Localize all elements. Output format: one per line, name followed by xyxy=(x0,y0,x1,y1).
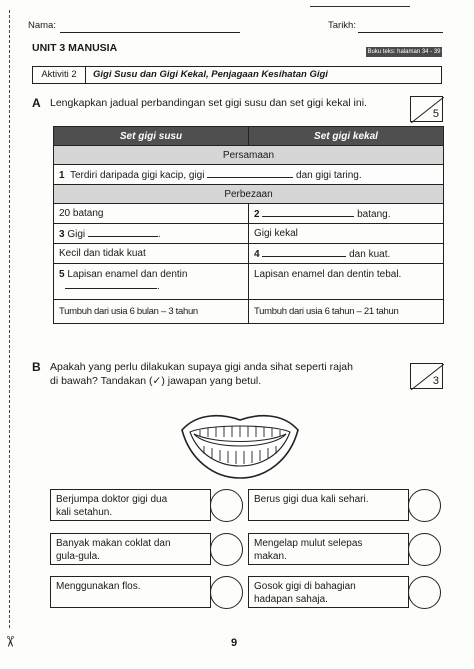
q5-number: 5 xyxy=(59,269,65,280)
choice-1-line1: Berjumpa doktor gigi dua xyxy=(56,494,168,505)
choice-1-line2: kali setahun. xyxy=(56,507,113,518)
q5-text-after: . xyxy=(157,281,160,292)
choice-6 xyxy=(248,576,441,608)
choice-4-line2: makan. xyxy=(254,551,287,562)
tarikh-label: Tarikh: xyxy=(328,20,356,31)
row4-right: Lapisan enamel dan dentin tebal. xyxy=(249,264,444,300)
choice-3-tick-circle[interactable] xyxy=(210,533,243,566)
q4-text-after: dan kuat. xyxy=(349,248,391,260)
choice-4 xyxy=(248,533,441,565)
unit-title: UNIT 3 MANUSIA xyxy=(32,42,118,54)
header-gigi-susu: Set gigi susu xyxy=(54,127,249,146)
q2-text-after: batang. xyxy=(357,208,391,220)
activity-title: Gigi Susu dan Gigi Kekal, Penjagaan Kesihatan Gigi xyxy=(93,69,328,80)
q5-text-before: Lapisan enamel dan dentin xyxy=(67,269,188,280)
row4-left xyxy=(54,264,249,300)
row2-right: Gigi kekal xyxy=(249,224,444,244)
choice-1 xyxy=(50,489,243,521)
choice-5-line1: Menggunakan flos. xyxy=(56,581,141,592)
row1-left: 20 batang xyxy=(54,204,249,224)
choice-3-line2: gula-gula. xyxy=(56,551,100,562)
q2-blank[interactable] xyxy=(262,208,354,217)
choice-3 xyxy=(50,533,243,565)
section-b-instruction-line2: di bawah? Tandakan (✓) jawapan yang betul. xyxy=(50,375,262,387)
choice-6-tick-circle[interactable] xyxy=(408,576,441,609)
q1-blank[interactable] xyxy=(207,169,293,178)
section-b-instruction-line1: Apakah yang perlu dilakukan supaya gigi anda sihat seperti rajah xyxy=(50,361,353,373)
section-b-marks: 3 xyxy=(432,375,439,387)
q2-number: 2 xyxy=(254,208,260,220)
choice-1-text-box xyxy=(50,489,211,521)
choice-2-tick-circle[interactable] xyxy=(408,489,441,522)
choice-4-text-box xyxy=(248,533,409,565)
smiling-mouth-icon xyxy=(178,408,302,482)
choice-5-text-box xyxy=(50,576,211,608)
row3-left: Kecil dan tidak kuat xyxy=(54,244,249,264)
section-b-markbox xyxy=(410,363,443,389)
activity-number: Aktiviti 2 xyxy=(33,67,86,83)
page-number: 9 xyxy=(231,637,238,649)
row3-right xyxy=(249,244,444,264)
choice-2-line1: Berus gigi dua kali sehari. xyxy=(254,494,369,505)
perbezaan-heading: Perbezaan xyxy=(54,185,444,204)
q4-blank[interactable] xyxy=(262,248,346,257)
choice-2-text-box xyxy=(248,489,409,521)
section-a-markbox xyxy=(410,96,443,122)
tarikh-field[interactable] xyxy=(358,32,443,33)
mark-slash-icon xyxy=(411,97,444,123)
mark-slash-icon xyxy=(411,364,444,390)
row5-right: Tumbuh dari usia 6 tahun – 21 tahun xyxy=(249,300,444,324)
q4-number: 4 xyxy=(254,248,260,260)
section-a-letter: A xyxy=(32,96,41,110)
header-gigi-kekal: Set gigi kekal xyxy=(249,127,444,146)
choice-6-line1: Gosok gigi di bahagian xyxy=(254,581,356,592)
row2-left xyxy=(54,224,249,244)
q1-text-before: Terdiri daripada gigi kacip, gigi xyxy=(69,169,205,181)
activity-bar xyxy=(32,66,442,84)
choice-4-tick-circle[interactable] xyxy=(408,533,441,566)
name-date-row xyxy=(28,20,448,36)
q3-text-after: . xyxy=(157,228,161,240)
top-rule xyxy=(310,6,410,7)
cut-line xyxy=(9,10,10,628)
scissors-icon: ✂ xyxy=(0,635,18,648)
q1-number: 1 xyxy=(59,169,65,181)
persamaan-heading: Persamaan xyxy=(54,146,444,165)
choice-2 xyxy=(248,489,441,521)
choice-5 xyxy=(50,576,243,608)
section-b-letter: B xyxy=(32,360,41,374)
nama-label: Nama: xyxy=(28,20,56,31)
comparison-table xyxy=(53,126,444,324)
q1-text-after: dan gigi taring. xyxy=(296,169,362,181)
nama-field[interactable] xyxy=(60,32,240,33)
choice-3-line1: Banyak makan coklat dan xyxy=(56,538,171,549)
q3-blank[interactable] xyxy=(88,228,158,237)
q3-text-before: Gigi xyxy=(67,228,86,240)
choice-6-text-box xyxy=(248,576,409,608)
row1-right xyxy=(249,204,444,224)
q3-number: 3 xyxy=(59,228,65,240)
section-a-marks: 5 xyxy=(432,108,439,120)
section-a-instruction: Lengkapkan jadual perbandingan set gigi susu dan set gigi kekal ini. xyxy=(50,97,367,109)
choice-4-line1: Mengelap mulut selepas xyxy=(254,538,363,549)
q5-blank[interactable] xyxy=(65,280,157,289)
choice-1-tick-circle[interactable] xyxy=(210,489,243,522)
persamaan-row xyxy=(54,165,444,185)
book-reference-badge: Buku teks: halaman 34 - 39 xyxy=(367,49,441,55)
choice-3-text-box xyxy=(50,533,211,565)
row5-left: Tumbuh dari usia 6 bulan – 3 tahun xyxy=(54,300,249,324)
choice-5-tick-circle[interactable] xyxy=(210,576,243,609)
choice-6-line2: hadapan sahaja. xyxy=(254,594,328,605)
